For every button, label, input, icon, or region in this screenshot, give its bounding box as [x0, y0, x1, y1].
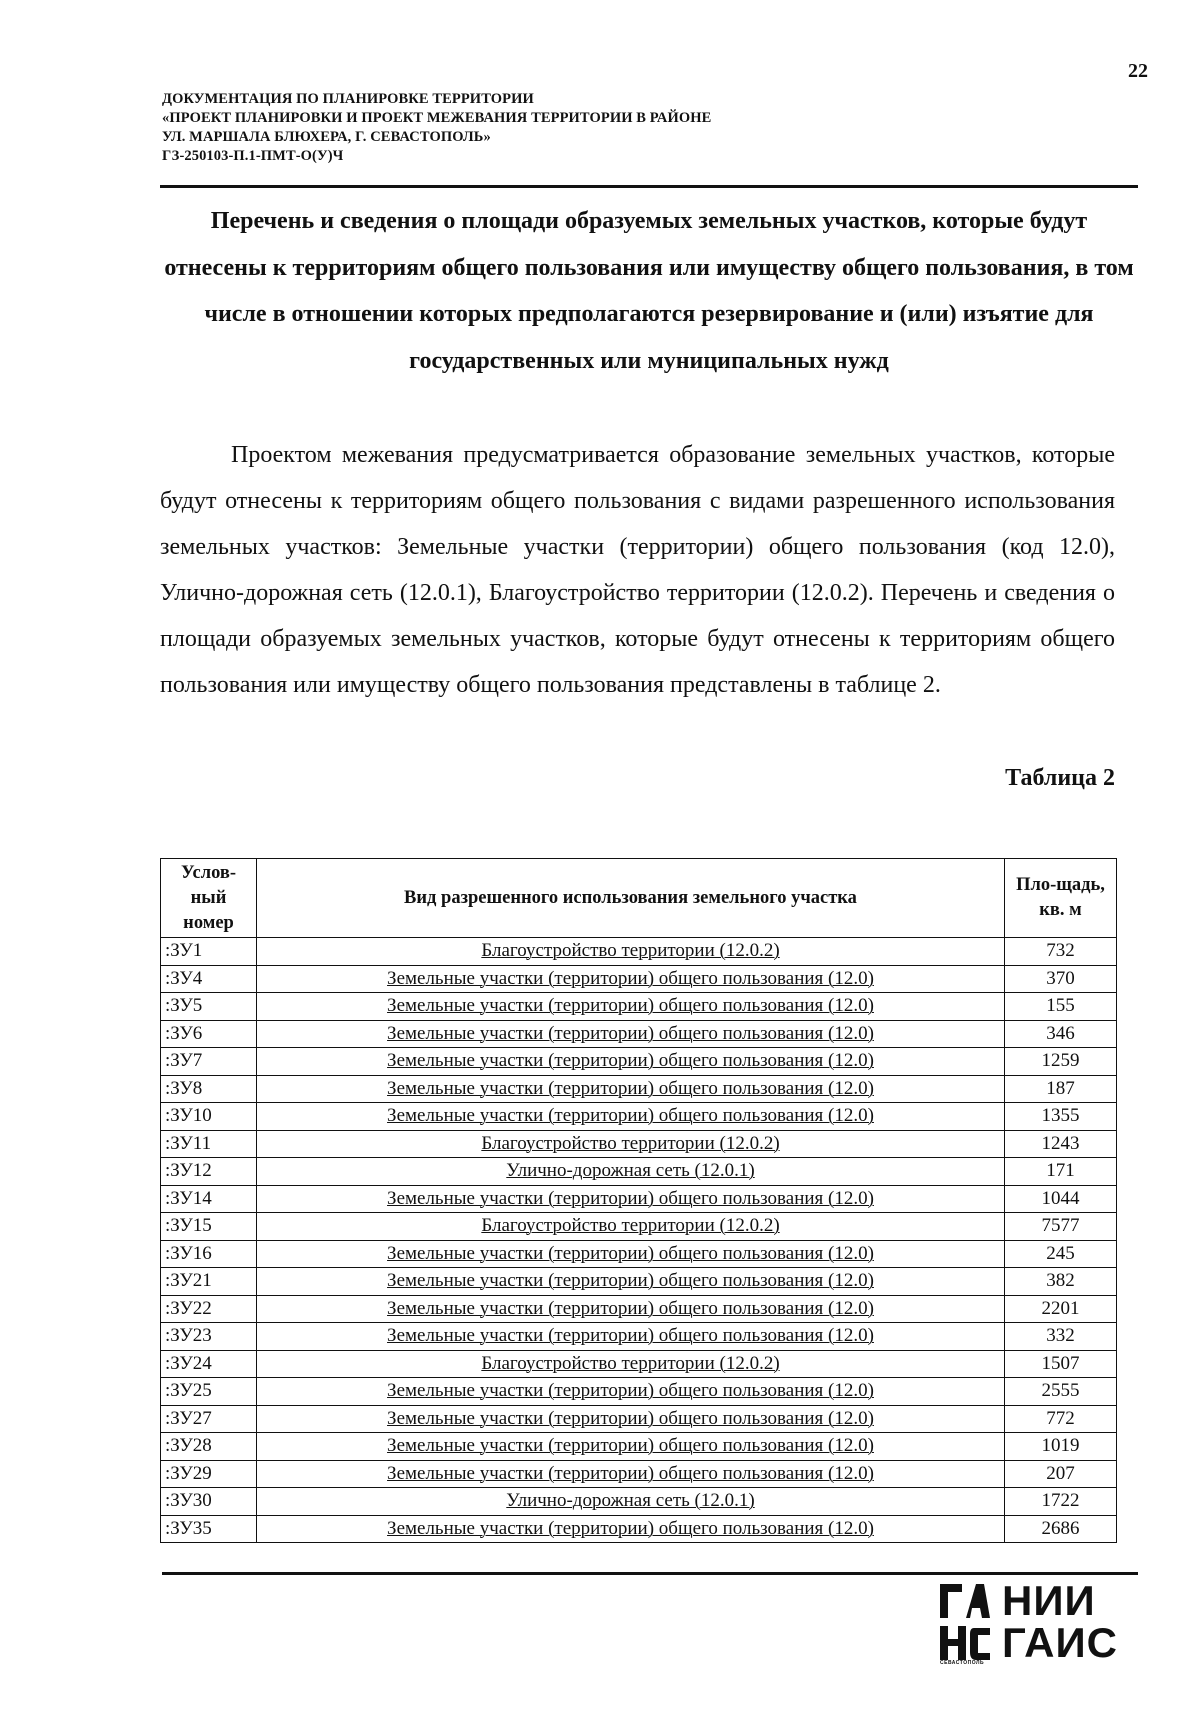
cell-permitted-use: [257, 1323, 1005, 1351]
cell-permitted-use: [257, 1460, 1005, 1488]
cell-area: 155: [1005, 993, 1117, 1021]
cell-area: 772: [1005, 1405, 1117, 1433]
table-row: [161, 1295, 1117, 1323]
cell-area: 382: [1005, 1268, 1117, 1296]
table-row: [161, 965, 1117, 993]
body-paragraph: Проектом межевания предусматривается образование земельных участков, которые будут отнесены к территориям общего пользования с видами разрешенного использования земельных участков: Земельные участки (территории) общего пользования (код 12.0), Улично-дорожная сеть (12.0.1), Благоустройство территории (12.0.2). Перечень и сведения о площади образуемых земельных участков, которые будут отнесены к территориям общего пользования или имуществу общего пользования представлены в таблице 2.: [160, 442, 1115, 698]
cell-number: :ЗУ23: [161, 1323, 257, 1351]
cell-area: 1019: [1005, 1433, 1117, 1461]
section-title: Перечень и сведения о площади образуемых земельных участков, которые будут отнесены к территориям общего пользования или имуществу общего пользования, в том числе в отношении которых предполагаются резервирование и (или) изъятие для государственных или муниципальных нужд: [164, 208, 1134, 374]
table-row: [161, 1460, 1117, 1488]
cell-number: :ЗУ7: [161, 1048, 257, 1076]
cell-permitted-use-text: Улично-дорожная сеть (12.0.1): [506, 1490, 755, 1512]
cell-permitted-use: [257, 993, 1005, 1021]
logo-wordmark: [1002, 1577, 1119, 1666]
cell-permitted-use: [257, 1075, 1005, 1103]
header-number: Услов-ный номер: [161, 859, 257, 938]
land-plots-table: [160, 858, 1117, 1543]
cell-permitted-use-text: Земельные участки (территории) общего пользования (12.0): [387, 1325, 874, 1347]
cell-permitted-use-text: Земельные участки (территории) общего пользования (12.0): [387, 1517, 874, 1539]
table-row: [161, 1185, 1117, 1213]
cell-permitted-use: [257, 1213, 1005, 1241]
cell-number: :ЗУ4: [161, 965, 257, 993]
cell-number: :ЗУ16: [161, 1240, 257, 1268]
header-line-1: ДОКУМЕНТАЦИЯ ПО ПЛАНИРОВКЕ ТЕРРИТОРИИ: [162, 91, 534, 107]
cell-number: :ЗУ29: [161, 1460, 257, 1488]
logo-mark-icon: [940, 1584, 990, 1662]
cell-area: 346: [1005, 1020, 1117, 1048]
cell-area: 2555: [1005, 1378, 1117, 1406]
cell-permitted-use: [257, 1488, 1005, 1516]
cell-number: :ЗУ21: [161, 1268, 257, 1296]
cell-permitted-use: [257, 1103, 1005, 1131]
table-row: [161, 1378, 1117, 1406]
cell-permitted-use-text: Благоустройство территории (12.0.2): [481, 940, 780, 962]
cell-area: 7577: [1005, 1213, 1117, 1241]
footer-divider: [162, 1572, 1138, 1575]
table-row: [161, 1268, 1117, 1296]
cell-permitted-use-text: Благоустройство территории (12.0.2): [481, 1215, 780, 1237]
cell-number: :ЗУ15: [161, 1213, 257, 1241]
table-row: [161, 1323, 1117, 1351]
cell-permitted-use: [257, 1268, 1005, 1296]
cell-permitted-use-text: Земельные участки (территории) общего пользования (12.0): [387, 1242, 874, 1264]
cell-permitted-use-text: Земельные участки (территории) общего пользования (12.0): [387, 1270, 874, 1292]
cell-number: :ЗУ14: [161, 1185, 257, 1213]
cell-number: :ЗУ10: [161, 1103, 257, 1131]
table-row: [161, 1350, 1117, 1378]
cell-permitted-use-text: Земельные участки (территории) общего пользования (12.0): [387, 1077, 874, 1099]
cell-permitted-use-text: Земельные участки (территории) общего пользования (12.0): [387, 1435, 874, 1457]
cell-permitted-use-text: Земельные участки (территории) общего пользования (12.0): [387, 1050, 874, 1072]
table-row: [161, 1433, 1117, 1461]
cell-number: :ЗУ12: [161, 1158, 257, 1186]
company-logo: [940, 1577, 1125, 1668]
cell-area: 332: [1005, 1323, 1117, 1351]
table-row: [161, 1240, 1117, 1268]
cell-area: 1355: [1005, 1103, 1117, 1131]
cell-permitted-use-text: Благоустройство территории (12.0.2): [481, 1352, 780, 1374]
cell-permitted-use-text: Земельные участки (территории) общего пользования (12.0): [387, 1187, 874, 1209]
cell-permitted-use: [257, 1048, 1005, 1076]
cell-area: 1722: [1005, 1488, 1117, 1516]
cell-number: :ЗУ5: [161, 993, 257, 1021]
table-header-row: [161, 859, 1117, 938]
table-row: [161, 1075, 1117, 1103]
table-row: [161, 1103, 1117, 1131]
table-row: [161, 1130, 1117, 1158]
cell-permitted-use: [257, 1130, 1005, 1158]
header-permitted-use: Вид разрешенного использования земельного участка: [257, 859, 1005, 938]
cell-permitted-use-text: Земельные участки (территории) общего пользования (12.0): [387, 995, 874, 1017]
table-row: [161, 1515, 1117, 1543]
table-row: [161, 1048, 1117, 1076]
cell-permitted-use: [257, 1350, 1005, 1378]
logo-line-2: ГАИС: [1002, 1619, 1119, 1666]
cell-number: :ЗУ8: [161, 1075, 257, 1103]
table-row: [161, 1405, 1117, 1433]
cell-permitted-use: [257, 1185, 1005, 1213]
cell-number: :ЗУ27: [161, 1405, 257, 1433]
cell-permitted-use: [257, 1240, 1005, 1268]
table-row: [161, 1158, 1117, 1186]
cell-permitted-use: [257, 1378, 1005, 1406]
cell-area: 370: [1005, 965, 1117, 993]
table-row: [161, 1020, 1117, 1048]
cell-area: 2201: [1005, 1295, 1117, 1323]
cell-permitted-use: [257, 965, 1005, 993]
table-row: [161, 1213, 1117, 1241]
table-caption: Таблица 2: [1005, 765, 1115, 791]
cell-permitted-use-text: Земельные участки (территории) общего пользования (12.0): [387, 1105, 874, 1127]
cell-area: 1044: [1005, 1185, 1117, 1213]
cell-permitted-use-text: Земельные участки (территории) общего пользования (12.0): [387, 1022, 874, 1044]
logo-line-1: НИИ: [1002, 1577, 1096, 1624]
cell-number: :ЗУ22: [161, 1295, 257, 1323]
table-body: [161, 938, 1117, 1543]
table-row: [161, 938, 1117, 966]
cell-area: 207: [1005, 1460, 1117, 1488]
cell-number: :ЗУ11: [161, 1130, 257, 1158]
cell-number: :ЗУ6: [161, 1020, 257, 1048]
cell-area: 732: [1005, 938, 1117, 966]
cell-area: 171: [1005, 1158, 1117, 1186]
cell-area: 1507: [1005, 1350, 1117, 1378]
logo-subtitle: СЕВАСТОПОЛЬ: [940, 1660, 985, 1666]
cell-permitted-use: [257, 1158, 1005, 1186]
cell-permitted-use: [257, 1433, 1005, 1461]
header-divider: [160, 185, 1138, 188]
header-line-3: УЛ. МАРШАЛА БЛЮХЕРА, Г. СЕВАСТОПОЛЬ»: [162, 129, 491, 145]
cell-permitted-use-text: Земельные участки (территории) общего пользования (12.0): [387, 967, 874, 989]
header-line-2: «ПРОЕКТ ПЛАНИРОВКИ И ПРОЕКТ МЕЖЕВАНИЯ ТЕРРИТОРИИ В РАЙОНЕ: [162, 110, 712, 126]
cell-permitted-use: [257, 1295, 1005, 1323]
document-header: [162, 90, 711, 166]
cell-area: 2686: [1005, 1515, 1117, 1543]
table-row: [161, 993, 1117, 1021]
cell-number: :ЗУ28: [161, 1433, 257, 1461]
cell-number: :ЗУ24: [161, 1350, 257, 1378]
cell-permitted-use-text: Благоустройство территории (12.0.2): [481, 1132, 780, 1154]
cell-permitted-use-text: Земельные участки (территории) общего пользования (12.0): [387, 1462, 874, 1484]
cell-number: :ЗУ35: [161, 1515, 257, 1543]
cell-area: 187: [1005, 1075, 1117, 1103]
cell-number: :ЗУ25: [161, 1378, 257, 1406]
table-row: [161, 1488, 1117, 1516]
cell-permitted-use-text: Земельные участки (территории) общего пользования (12.0): [387, 1407, 874, 1429]
cell-permitted-use: [257, 1515, 1005, 1543]
cell-permitted-use: [257, 1020, 1005, 1048]
cell-permitted-use: [257, 938, 1005, 966]
cell-area: 245: [1005, 1240, 1117, 1268]
cell-number: :ЗУ1: [161, 938, 257, 966]
cell-permitted-use: [257, 1405, 1005, 1433]
page-number: 22: [1128, 60, 1148, 82]
cell-permitted-use-text: Земельные участки (территории) общего пользования (12.0): [387, 1297, 874, 1319]
cell-number: :ЗУ30: [161, 1488, 257, 1516]
cell-permitted-use-text: Улично-дорожная сеть (12.0.1): [506, 1160, 755, 1182]
cell-permitted-use-text: Земельные участки (территории) общего пользования (12.0): [387, 1380, 874, 1402]
header-line-4: ГЗ-250103-П.1-ПМТ-О(У)Ч: [162, 148, 344, 164]
cell-area: 1243: [1005, 1130, 1117, 1158]
header-area: Пло-щадь, кв. м: [1005, 859, 1117, 938]
cell-area: 1259: [1005, 1048, 1117, 1076]
